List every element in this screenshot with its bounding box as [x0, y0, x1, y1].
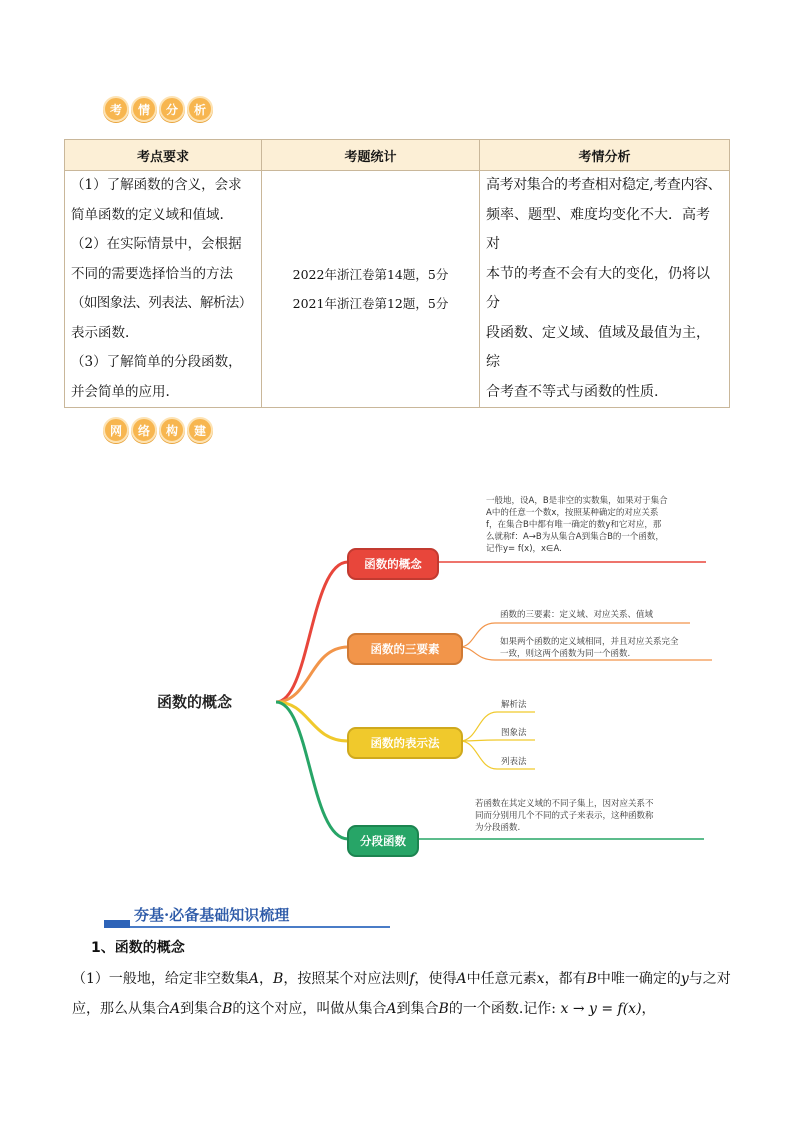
heading-function-concept: 1、函数的概念	[91, 940, 185, 956]
math-var: A	[456, 971, 467, 987]
math-var: B	[586, 971, 597, 987]
section-badge-analysis	[103, 96, 213, 122]
text: ，	[641, 1001, 656, 1017]
analysis-cell	[480, 171, 730, 408]
math-var: B	[438, 1001, 449, 1017]
requirement-line: （3）了解简单的分段函数，	[71, 354, 242, 370]
math-var: f	[409, 971, 415, 987]
section-title: 夯基·必备基础知识梳理	[134, 906, 290, 924]
method-graph: 图象法	[501, 728, 527, 738]
mind-map-root: 函数的概念	[157, 693, 233, 711]
branch-line-concept	[276, 562, 348, 702]
analysis-line: 频率、题型、难度均变化不大．高考对	[486, 206, 710, 252]
math-var: y	[680, 971, 689, 987]
text: 到集合	[180, 1001, 223, 1017]
text: （1）一般地，给定非空数集	[72, 971, 249, 987]
section-badge-network	[103, 417, 213, 443]
note-line: 么就称f：A→B为从集合A到集合B的一个函数，	[486, 532, 664, 542]
requirement-line: 简单函数的定义域和值域.	[71, 206, 224, 223]
note-line: A中的任意一个数x，按照某种确定的对应关系	[486, 508, 659, 518]
badge-char: 情	[131, 96, 157, 122]
text: 中任意元素	[466, 971, 537, 987]
analysis-line: 合考查不等式与函数的性质.	[486, 383, 659, 400]
requirement-line: 表示函数.	[71, 324, 130, 341]
badge-char: 析	[187, 96, 213, 122]
note-line: 为分段函数.	[475, 823, 521, 833]
math-var: x	[536, 971, 545, 987]
section-header-block	[104, 920, 130, 928]
note-line: 一致，则这两个函数为同一个函数.	[500, 649, 631, 659]
badge-char: 网	[103, 417, 129, 443]
math-var: A	[386, 1001, 397, 1017]
table-header: 考点要求	[65, 140, 262, 171]
requirement-line: （2）在实际情景中，会根据	[71, 236, 242, 252]
text: 的一个函数.记作:	[448, 1001, 557, 1017]
requirement-line: （如图象法、列表法、解析法）	[71, 295, 252, 311]
badge-char: 建	[187, 417, 213, 443]
paragraph-definition	[72, 964, 732, 1024]
statistic-line: 2021年浙江卷第12题，5分	[292, 296, 449, 311]
section-header	[104, 906, 390, 928]
node-elements: 函数的三要素	[347, 633, 463, 665]
math-var: B	[273, 971, 284, 987]
branch-line-elements	[276, 647, 348, 702]
statistic-line: 2022年浙江卷第14题，5分	[292, 266, 449, 282]
analysis-line: 本节的考查不会有大的变化，仍将以分	[486, 265, 710, 311]
text: 与之对应，那么从集合	[72, 971, 731, 1017]
badge-char: 考	[103, 96, 129, 122]
analysis-line: 段函数、定义域、值域及最值为主，综	[486, 324, 710, 370]
requirements-cell	[65, 171, 262, 408]
analysis-line: 高考对集合的考查相对稳定,考查内容、	[486, 177, 722, 193]
requirement-line: （1）了解函数的含义，会求	[71, 177, 242, 193]
concept-note	[486, 495, 716, 555]
table-header: 考题统计	[262, 140, 480, 171]
requirement-line: 不同的需要选择恰当的方法	[71, 265, 233, 282]
math-var: B	[222, 1001, 233, 1017]
table-header: 考情分析	[480, 140, 730, 171]
text: ，	[259, 971, 274, 987]
piecewise-note	[475, 798, 705, 834]
method-table: 列表法	[501, 757, 527, 767]
note-line: 记作y= f(x)，x∈A.	[486, 544, 562, 554]
badge-char: 络	[131, 417, 157, 443]
requirement-line: 并会简单的应用.	[71, 383, 170, 400]
node-piecewise: 分段函数	[347, 825, 419, 857]
note-line: 一般地，设A，B是非空的实数集，如果对于集合	[486, 496, 668, 506]
statistics-cell	[262, 171, 480, 408]
text: ，使得	[414, 971, 457, 987]
note-line: 如果两个函数的定义域相同，并且对应关系完全	[500, 637, 679, 647]
node-methods: 函数的表示法	[347, 727, 463, 759]
note-line: f，在集合B中都有唯一确定的数y和它对应，那	[486, 520, 662, 530]
math-var: A	[170, 1001, 181, 1017]
note-line: 若函数在其定义域的不同子集上，因对应关系不	[475, 799, 654, 809]
elements-note-2	[500, 636, 720, 660]
note-line: 同而分别用几个不同的式子来表示，这种函数称	[475, 811, 654, 821]
math-formula: x → y = f(x)	[560, 1001, 642, 1017]
text: ，按照某个对应法则	[283, 971, 410, 987]
text: ，都有	[544, 971, 587, 987]
exam-analysis-table	[64, 139, 730, 408]
badge-char: 构	[159, 417, 185, 443]
methods-leaf-line-2	[460, 740, 535, 741]
text: 到集合	[396, 1001, 439, 1017]
mind-map	[0, 470, 794, 890]
text: 的这个对应，叫做从集合	[232, 1001, 387, 1017]
elements-note-1: 函数的三要素：定义域、对应关系、值域	[500, 610, 654, 620]
method-analytic: 解析法	[501, 700, 527, 710]
text: 中唯一确定的	[596, 971, 681, 987]
node-concept: 函数的概念	[347, 548, 439, 580]
math-var: A	[248, 971, 260, 987]
badge-char: 分	[159, 96, 185, 122]
